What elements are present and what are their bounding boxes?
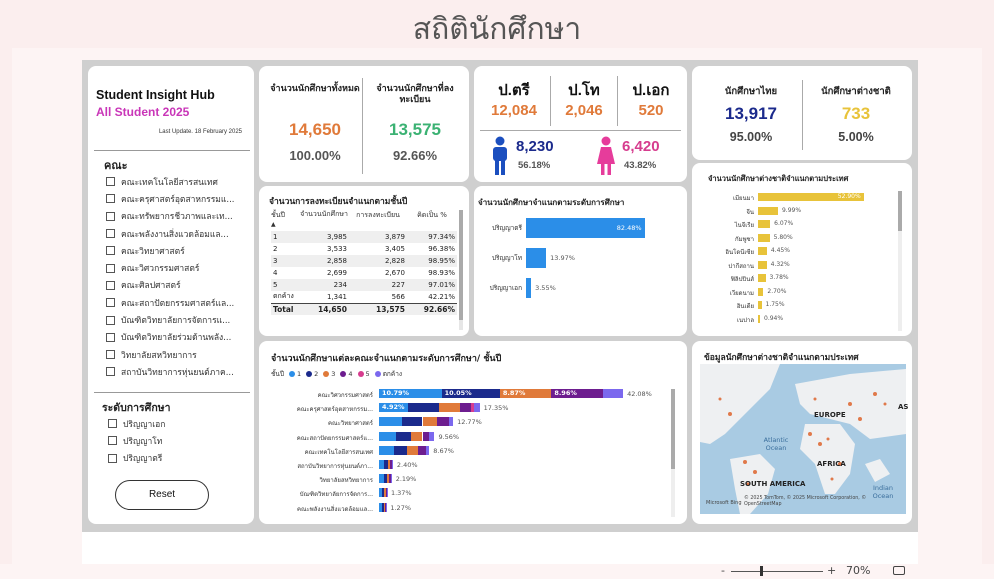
faculty-label: คณะวิศวกรรมศาสตร์ bbox=[121, 264, 200, 275]
filter-panel bbox=[88, 66, 254, 524]
bar-category-label: ปริญญาโท bbox=[491, 254, 522, 262]
bar-category-label: อินโดนีเซีย bbox=[725, 249, 754, 256]
zoom-level: 70% bbox=[846, 564, 871, 577]
divider bbox=[802, 80, 803, 150]
bar-category-label: เนปาล bbox=[736, 316, 754, 324]
total-row-percent: 92.66% bbox=[407, 303, 457, 315]
level-bar[interactable] bbox=[526, 278, 531, 298]
checkbox-icon[interactable] bbox=[106, 212, 115, 221]
bar-category-label: วิทยาลัยสหวิทยาการ bbox=[319, 477, 373, 485]
faculty-bar-segment[interactable] bbox=[449, 417, 453, 426]
legend-swatch-icon bbox=[323, 371, 329, 377]
total-row-registered: 13,575 bbox=[349, 303, 407, 315]
fit-page-icon[interactable] bbox=[893, 566, 905, 575]
level-checklist bbox=[108, 415, 238, 467]
bar-value-label: 3.78% bbox=[769, 274, 789, 281]
faculty-bar-segment[interactable] bbox=[423, 432, 430, 441]
total-row-label: Total bbox=[271, 303, 299, 315]
faculty-bar-segment[interactable] bbox=[396, 432, 411, 441]
nationality-card bbox=[692, 66, 912, 160]
bar-category-label: ฟิลิปปินส์ bbox=[730, 276, 754, 283]
table-cell: 2,828 bbox=[349, 255, 407, 267]
bar-category-label: คณะวิทยาศาสตร์ bbox=[328, 420, 373, 428]
faculty-bar-segment[interactable] bbox=[603, 389, 623, 398]
faculty-bar-segment[interactable] bbox=[460, 403, 472, 412]
map-label-africa: AFRICA bbox=[817, 460, 846, 468]
faculty-bar-segment[interactable] bbox=[408, 403, 440, 412]
checkbox-icon[interactable] bbox=[108, 419, 117, 428]
total-row-count: 14,650 bbox=[299, 303, 349, 315]
thai-students-label: นักศึกษาไทย bbox=[724, 86, 778, 97]
bar-category-label: ปากีสถาน bbox=[728, 262, 754, 270]
bar-category-label: ปริญญาเอก bbox=[489, 284, 522, 292]
faculty-checkbox-item[interactable] bbox=[106, 311, 246, 328]
total-students-pct: 100.00% bbox=[289, 148, 341, 163]
legend-swatch-icon bbox=[306, 371, 312, 377]
level-checkbox-item[interactable] bbox=[108, 415, 238, 432]
foreign-students-value: 733 bbox=[841, 104, 871, 123]
thai-students-pct: 95.00% bbox=[729, 130, 773, 144]
checkbox-icon[interactable] bbox=[106, 177, 115, 186]
male-value: 8,230 bbox=[516, 138, 554, 155]
level-chart-card bbox=[474, 186, 687, 336]
table-cell: 2,670 bbox=[384, 269, 405, 277]
master-value: 2,046 bbox=[565, 102, 603, 119]
doctor-label: ป.เอก bbox=[632, 82, 670, 99]
divider bbox=[94, 150, 250, 151]
table-cell: 3,879 bbox=[349, 231, 407, 243]
map-title: ข้อมูลนักศึกษาต่างชาติจำแนกตามประเทศ bbox=[704, 353, 859, 363]
bar-category-label: เวียดนาม bbox=[729, 289, 754, 297]
female-value: 6,420 bbox=[622, 138, 660, 155]
faculty-chart-legend bbox=[271, 369, 407, 379]
sort-asc-icon[interactable]: ▲ bbox=[271, 221, 276, 228]
legend-label[interactable]: 5 bbox=[365, 370, 370, 378]
country-bar[interactable] bbox=[758, 207, 778, 215]
bar-value-label: 52.90% bbox=[837, 193, 861, 200]
table-cell: 227 bbox=[349, 279, 407, 291]
country-bar[interactable] bbox=[758, 220, 770, 228]
zoom-in-button[interactable]: + bbox=[827, 564, 837, 577]
table-cell: 2 bbox=[273, 245, 278, 253]
legend-label[interactable]: 3 bbox=[331, 370, 336, 378]
degree-gender-card bbox=[474, 66, 687, 182]
foreign-country-card bbox=[692, 163, 912, 336]
checkbox-icon[interactable] bbox=[106, 350, 115, 359]
faculty-chart bbox=[259, 387, 679, 519]
level-label: ปริญญาเอก bbox=[123, 419, 166, 430]
legend-swatch-icon bbox=[375, 371, 381, 377]
bar-total-label: 17.35% bbox=[483, 404, 509, 413]
bachelor-label: ป.ตรี bbox=[498, 82, 530, 99]
last-update: Last Update. 18 February 2025 bbox=[158, 129, 242, 135]
bar-total-label: 42.08% bbox=[627, 390, 652, 398]
registration-table-title: จำนวนการลงทะเบียนจำแนกตามชั้นปี bbox=[269, 197, 408, 207]
faculty-bar-segment[interactable] bbox=[394, 446, 407, 455]
country-bar[interactable] bbox=[758, 234, 770, 242]
legend-title: ชั้นปี bbox=[271, 370, 284, 378]
faculty-bar-segment[interactable] bbox=[437, 417, 449, 426]
total-students-value: 14,650 bbox=[289, 120, 341, 139]
bar-category-label: ปริญญาตรี bbox=[491, 224, 522, 232]
foreign-students-label: นักศึกษาต่างชาติ bbox=[821, 86, 891, 97]
col-header-year[interactable]: ชั้นปี bbox=[271, 211, 285, 219]
checkbox-icon[interactable] bbox=[106, 246, 115, 255]
chart-scrollbar[interactable] bbox=[898, 191, 902, 331]
bar-category-label: คณะเทคโนโลยีสารสนเทศ bbox=[304, 448, 373, 456]
faculty-bar-segment[interactable] bbox=[474, 403, 479, 412]
faculty-checkbox-item[interactable] bbox=[106, 173, 246, 190]
faculty-label: คณะครุศาสตร์อุตสาหกรรมแ... bbox=[121, 194, 235, 205]
female-icon bbox=[596, 136, 616, 176]
table-cell: 98.93% bbox=[428, 269, 455, 277]
country-bar[interactable] bbox=[758, 274, 766, 282]
registered-students-label: จำนวนนักศึกษาที่ลงทะเบียน bbox=[376, 84, 454, 105]
col-header-percent[interactable]: คิดเป็น % bbox=[417, 211, 447, 219]
divider bbox=[617, 76, 618, 126]
country-bar[interactable] bbox=[758, 288, 763, 296]
faculty-checkbox-item[interactable] bbox=[106, 329, 246, 346]
country-bar[interactable] bbox=[758, 247, 767, 255]
legend-label[interactable]: 4 bbox=[348, 370, 353, 378]
segment-value-label: 10.79% bbox=[382, 389, 410, 397]
table-cell: 3,985 bbox=[299, 231, 349, 243]
table-cell: 1,341 bbox=[326, 292, 347, 301]
legend-label[interactable]: 1 bbox=[296, 370, 302, 378]
bar-category-label: จีน bbox=[746, 208, 754, 216]
col-header-count[interactable]: จำนวนนักศึกษา bbox=[300, 210, 348, 218]
table-row[interactable] bbox=[271, 231, 457, 243]
level-label: ปริญญาโท bbox=[123, 436, 163, 447]
master-label: ป.โท bbox=[568, 82, 600, 99]
segment-value-label: 10.05% bbox=[444, 389, 472, 397]
table-row[interactable] bbox=[271, 243, 457, 255]
chart-scrollbar[interactable] bbox=[671, 389, 675, 517]
faculty-bar-segment[interactable] bbox=[391, 474, 392, 483]
legend-swatch-icon bbox=[340, 371, 346, 377]
level-chart-title: จำนวนนักศึกษาจำแนกตามระดับการศึกษา bbox=[478, 198, 625, 207]
bar-value-label: 3.55% bbox=[535, 284, 556, 292]
bar-value-label: 9.99% bbox=[781, 206, 802, 214]
bar-value-label: 13.97% bbox=[550, 254, 575, 262]
checkbox-icon[interactable] bbox=[108, 454, 117, 463]
table-cell: ตกค้าง bbox=[273, 292, 294, 301]
faculty-checkbox-item[interactable] bbox=[106, 208, 246, 225]
faculty-label: คณะพลังงานสิ่งแวดล้อมแล... bbox=[121, 229, 229, 240]
bar-category-label: คณะพลังงานสิ่งแวดล้อมแล... bbox=[297, 505, 373, 513]
faculty-checkbox-item[interactable] bbox=[106, 242, 246, 259]
faculty-checkbox-item[interactable] bbox=[106, 259, 246, 276]
checkbox-icon[interactable] bbox=[108, 436, 117, 445]
bar-total-label: 9.56% bbox=[438, 432, 460, 441]
bar-value-label: 5.80% bbox=[773, 233, 793, 241]
faculty-checklist bbox=[106, 173, 246, 381]
bar-value-label: 6.07% bbox=[774, 220, 794, 227]
table-cell: 2,699 bbox=[326, 269, 347, 277]
level-chart bbox=[474, 214, 687, 324]
faculty-bar-segment[interactable] bbox=[411, 432, 423, 441]
checkbox-icon[interactable] bbox=[106, 298, 115, 307]
faculty-bar-segment[interactable] bbox=[407, 446, 417, 455]
faculty-bar-segment[interactable] bbox=[429, 432, 434, 441]
table-cell: 3 bbox=[271, 255, 299, 267]
segment-value-label: 4.92% bbox=[382, 403, 405, 412]
checkbox-icon[interactable] bbox=[106, 264, 115, 273]
foreign-students-pct: 5.00% bbox=[838, 130, 874, 144]
country-bar[interactable] bbox=[758, 315, 760, 323]
faculty-checkbox-item[interactable] bbox=[106, 294, 246, 311]
segment-value-label: 8.87% bbox=[502, 389, 526, 397]
divider bbox=[480, 130, 681, 131]
bar-category-label: ไนจีเรีย bbox=[734, 222, 754, 229]
bing-logo: Microsoft Bing bbox=[706, 500, 742, 506]
foreign-country-chart bbox=[692, 191, 902, 331]
country-bar[interactable] bbox=[758, 261, 767, 269]
checkbox-icon[interactable] bbox=[106, 281, 115, 290]
faculty-checkbox-item[interactable] bbox=[106, 346, 246, 363]
level-checkbox-item[interactable] bbox=[108, 450, 238, 467]
foreign-country-title: จำนวนนักศึกษาต่างชาติจำแนกตามประเทศ bbox=[708, 174, 849, 183]
bar-value-label: 4.45% bbox=[770, 247, 790, 254]
table-row[interactable] bbox=[271, 255, 457, 267]
checkbox-icon[interactable] bbox=[106, 367, 115, 376]
registration-table bbox=[271, 210, 457, 315]
registration-table-card bbox=[259, 186, 469, 336]
country-bar[interactable] bbox=[758, 301, 762, 309]
col-header-registered[interactable]: การลงทะเบียน bbox=[356, 211, 400, 219]
bar-total-label: 2.40% bbox=[396, 461, 418, 469]
faculty-checkbox-item[interactable] bbox=[106, 363, 246, 380]
level-checkbox-item[interactable] bbox=[108, 432, 238, 449]
faculty-bar-segment[interactable] bbox=[439, 403, 459, 412]
bar-value-label: 1.75% bbox=[765, 301, 785, 308]
bar-value-label: 2.70% bbox=[767, 287, 787, 295]
zoom-slider[interactable] bbox=[731, 571, 823, 572]
map-label-south-america: SOUTH AMERICA bbox=[740, 480, 806, 488]
faculty-chart-title: จำนวนนักศึกษาแต่ละคณะจำแนกตามระดับการศึกษา/ ชั้นปี bbox=[271, 354, 502, 364]
faculty-label: คณะทรัพยากรชีวภาพและเท... bbox=[121, 212, 233, 223]
bar-category-label: คณะสถาปัตยกรรมศาสตร์แ... bbox=[296, 434, 373, 442]
bar-category-label: อินเดีย bbox=[736, 303, 754, 310]
divider bbox=[362, 78, 363, 174]
bar-total-label: 8.67% bbox=[433, 446, 454, 455]
checkbox-icon[interactable] bbox=[106, 333, 115, 342]
level-label: ปริญญาตรี bbox=[123, 454, 163, 465]
world-map[interactable] bbox=[700, 364, 909, 514]
bar-category-label: คณะครุศาสตร์อุตสาหกรรม... bbox=[296, 406, 373, 414]
faculty-bar-segment[interactable] bbox=[379, 432, 396, 441]
map-label-europe: EUROPE bbox=[814, 411, 846, 419]
table-cell: 96.38% bbox=[428, 245, 455, 253]
female-pct: 43.82% bbox=[624, 160, 657, 171]
status-bar bbox=[0, 564, 994, 579]
faculty-bar-segment[interactable] bbox=[426, 446, 429, 455]
table-cell: 97.01% bbox=[407, 279, 457, 291]
legend-swatch-icon bbox=[358, 371, 364, 377]
checkbox-icon[interactable] bbox=[106, 229, 115, 238]
bar-value-label: 0.94% bbox=[764, 314, 784, 322]
registered-students-value: 13,575 bbox=[389, 120, 441, 139]
faculty-label: คณะวิทยาศาสตร์ bbox=[121, 246, 185, 257]
table-cell: 566 bbox=[391, 292, 405, 301]
table-row[interactable] bbox=[271, 279, 457, 291]
faculty-checkbox-item[interactable] bbox=[106, 277, 246, 294]
map-label-asia: AS bbox=[898, 403, 909, 411]
faculty-label: สถาบันวิทยาการหุ่นยนต์ภาค... bbox=[121, 367, 234, 378]
bar-value-label: 4.32% bbox=[770, 260, 790, 268]
bar-category-label: บัณฑิตวิทยาลัยการจัดการ... bbox=[299, 491, 373, 499]
map-attribution: © 2025 TomTom, © 2025 Microsoft Corporation, © OpenStreetMap bbox=[744, 496, 867, 507]
zoom-out-button[interactable]: - bbox=[721, 564, 725, 577]
report-footer-strip bbox=[82, 532, 918, 564]
hub-subtitle: All Student 2025 bbox=[96, 105, 190, 119]
registered-students-pct: 92.66% bbox=[392, 148, 438, 163]
faculty-bar-segment[interactable] bbox=[402, 417, 422, 426]
faculty-bar-segment[interactable] bbox=[418, 446, 426, 455]
bar-total-label: 1.27% bbox=[390, 503, 412, 512]
faculty-bar-segment[interactable] bbox=[392, 460, 393, 469]
legend-label[interactable]: 2 bbox=[314, 370, 319, 378]
faculty-bar-segment[interactable] bbox=[379, 417, 402, 426]
faculty-checkbox-item[interactable] bbox=[106, 225, 246, 242]
bar-total-label: 12.77% bbox=[457, 418, 482, 427]
map-card bbox=[692, 341, 912, 524]
male-icon bbox=[490, 136, 510, 176]
table-row[interactable] bbox=[271, 291, 457, 303]
table-cell: 4 bbox=[273, 269, 278, 277]
reset-button[interactable]: Reset bbox=[115, 480, 209, 510]
slide-title: สถิตินักศึกษา bbox=[412, 12, 582, 47]
legend-label[interactable]: ตกค้าง bbox=[382, 370, 403, 378]
divider bbox=[94, 392, 250, 393]
table-cell: 98.95% bbox=[407, 255, 457, 267]
checkbox-icon[interactable] bbox=[106, 194, 115, 203]
segment-value-label: 8.96% bbox=[554, 389, 577, 397]
student-count-card bbox=[259, 66, 469, 182]
table-cell: 97.34% bbox=[407, 231, 457, 243]
checkbox-icon[interactable] bbox=[106, 316, 115, 325]
divider bbox=[550, 76, 551, 126]
thai-students-value: 13,917 bbox=[725, 104, 777, 123]
bar-category-label: กัมพูชา bbox=[735, 235, 754, 243]
faculty-chart-card bbox=[259, 341, 687, 524]
table-cell: 3,405 bbox=[384, 245, 405, 253]
total-students-label: จำนวนนักศึกษาทั้งหมด bbox=[270, 84, 360, 94]
map-label-atlantic: Atlantic Ocean bbox=[763, 436, 789, 452]
bachelor-value: 12,084 bbox=[491, 102, 537, 119]
level-bar[interactable] bbox=[526, 248, 546, 268]
table-cell: 5 bbox=[271, 279, 299, 291]
map-label-indian: Indian Ocean bbox=[872, 484, 894, 500]
bar-category-label: เมียนมา bbox=[733, 195, 754, 202]
table-cell: 1 bbox=[271, 231, 299, 243]
doctor-value: 520 bbox=[638, 102, 664, 119]
zoom-slider-thumb[interactable] bbox=[760, 566, 763, 576]
faculty-label: บัณฑิตวิทยาลัยการจัดการแ... bbox=[121, 316, 231, 327]
table-scrollbar[interactable] bbox=[459, 210, 463, 330]
faculty-bar-segment[interactable] bbox=[423, 417, 438, 426]
level-filter-title: ระดับการศึกษา bbox=[102, 402, 171, 414]
faculty-label: บัณฑิตวิทยาลัยร่วมด้านพลัง... bbox=[121, 333, 232, 344]
table-cell: 234 bbox=[299, 279, 349, 291]
faculty-label: คณะสถาปัตยกรรมศาสตร์แล... bbox=[121, 298, 235, 309]
table-cell: 2,858 bbox=[299, 255, 349, 267]
faculty-filter-title: คณะ bbox=[104, 159, 128, 172]
faculty-label: วิทยาลัยสหวิทยาการ bbox=[121, 350, 197, 361]
table-cell: 42.21% bbox=[428, 292, 455, 301]
bar-category-label: สถาบันวิทยาการหุ่นยนต์ภา... bbox=[297, 463, 373, 470]
faculty-label: คณะเทคโนโลยีสารสนเทศ bbox=[121, 177, 218, 188]
faculty-bar-segment[interactable] bbox=[379, 446, 394, 455]
table-cell: 3,533 bbox=[326, 245, 347, 253]
bar-value-label: 82.48% bbox=[616, 224, 642, 232]
faculty-label: คณะศิลปศาสตร์ bbox=[121, 281, 181, 292]
hub-title: Student Insight Hub bbox=[96, 88, 215, 102]
faculty-checkbox-item[interactable] bbox=[106, 190, 246, 207]
legend-swatch-icon bbox=[289, 371, 295, 377]
male-pct: 56.18% bbox=[518, 160, 551, 171]
bar-total-label: 2.19% bbox=[395, 475, 417, 484]
bar-total-label: 1.37% bbox=[390, 489, 412, 498]
table-row[interactable] bbox=[271, 267, 457, 279]
bar-category-label: คณะวิศวกรรมศาสตร์ bbox=[317, 392, 373, 399]
